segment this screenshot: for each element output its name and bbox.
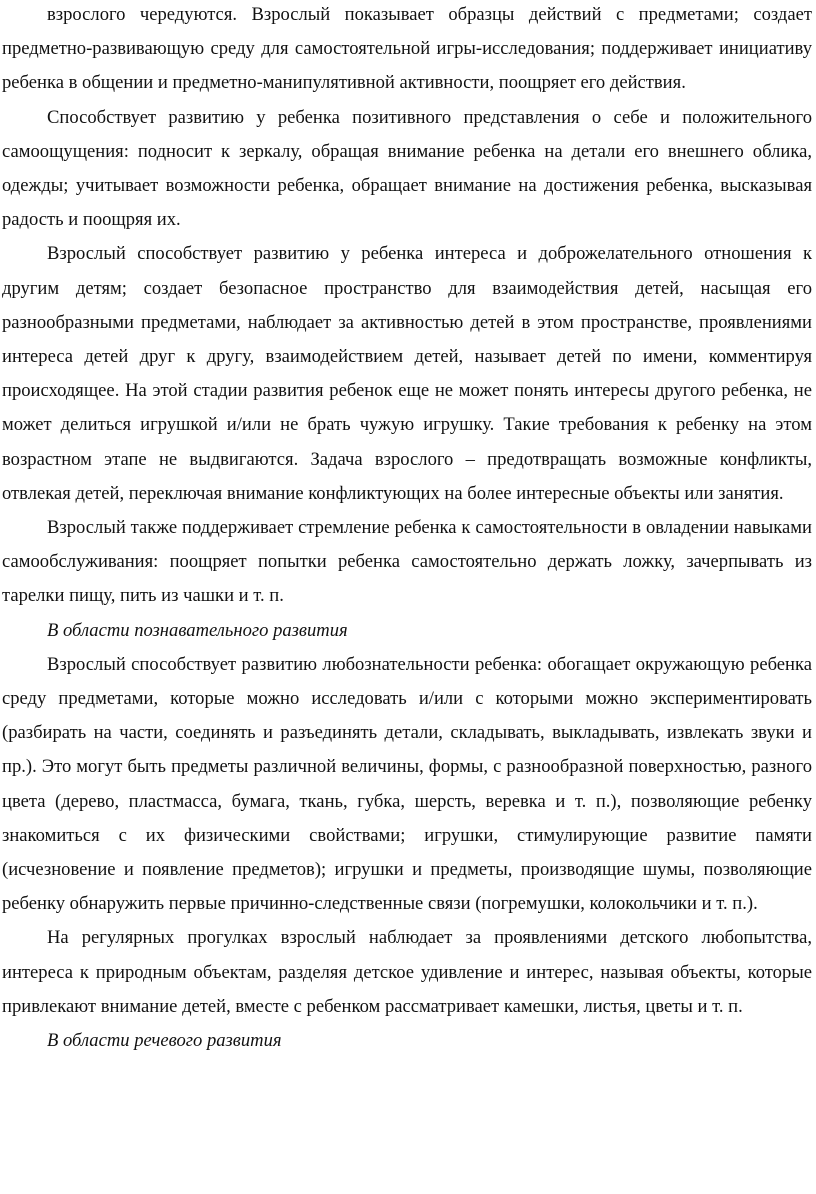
- section-heading-cognitive: В области познавательного развития: [47, 619, 348, 641]
- paragraph-peer-interest: Взрослый способствует развитию у ребенка интереса и доброжелательного отношения к другим детям; создает безопасное пространство для взаимодействия детей, насыщая его разнообразными предметами, наблюдает за активностью детей в этом пространстве, проявлениями интереса детей друг к другу, взаимодействием детей, называет детей по имени, комментируя происходящее. На этой стадии развития ребенок еще не может понять интересы другого ребенка, не может делиться игрушкой и/или не брать чужую игрушку. Такие требования к ребенку на этом возрастном этапе не выдвигаются. Задача взрослого – предотвращать возможные конфликты, отвлекая детей, переключая внимание конфликтующих на более интересные объекты или занятия.: [2, 243, 812, 504]
- paragraph-adult-actions: взрослого чередуются. Взрослый показывает образцы действий с предметами; создает предметно-развивающую среду для самостоятельной игры-исследования; поддерживает инициативу ребенка в общении и предметно-манипулятивной активности, поощряет его действия.: [2, 4, 812, 94]
- paragraph-self-care: Взрослый также поддерживает стремление ребенка к самостоятельности в овладении навыками самообслуживания: поощряет попытки ребенка самостоятельно держать ложку, зачерпывать из тарелки пищу, пить из чашки и т. п.: [2, 517, 812, 607]
- paragraph-walks: На регулярных прогулках взрослый наблюдает за проявлениями детского любопытства, интереса к природным объектам, разделяя детское удивление и интерес, называя объекты, которые привлекают внимание детей, вместе с ребенком рассматривает камешки, листья, цветы и т. п.: [2, 927, 812, 1017]
- paragraph-self-image: Способствует развитию у ребенка позитивного представления о себе и положительного самоощущения: подносит к зеркалу, обращая внимание ребенка на детали его внешнего облика, одежды; учитывает возможности ребенка, обращает внимание на достижения ребенка, высказывая радость и поощряя их.: [2, 106, 812, 231]
- section-heading-speech: В области речевого развития: [47, 1030, 282, 1052]
- paragraph-curiosity: Взрослый способствует развитию любознательности ребенка: обогащает окружающую ребенка среду предметами, которые можно исследовать и/или с которыми можно экспериментировать (разбирать на части, соединять и разъединять детали, складывать, выкладывать, извлекать звуки и пр.). Это могут быть предметы различной величины, формы, с разнообразной поверхностью, разного цвета (дерево, пластмасса, бумага, ткань, губка, шерсть, веревка и т. п.), позволяющие ребенку знакомиться с их физическими свойствами; игрушки, стимулирующие развитие памяти (исчезновение и появление предметов); игрушки и предметы, производящие шумы, позволяющие ребенку обнаружить первые причинно-следственные связи (погремушки, колокольчики и т. п.).: [2, 653, 812, 915]
